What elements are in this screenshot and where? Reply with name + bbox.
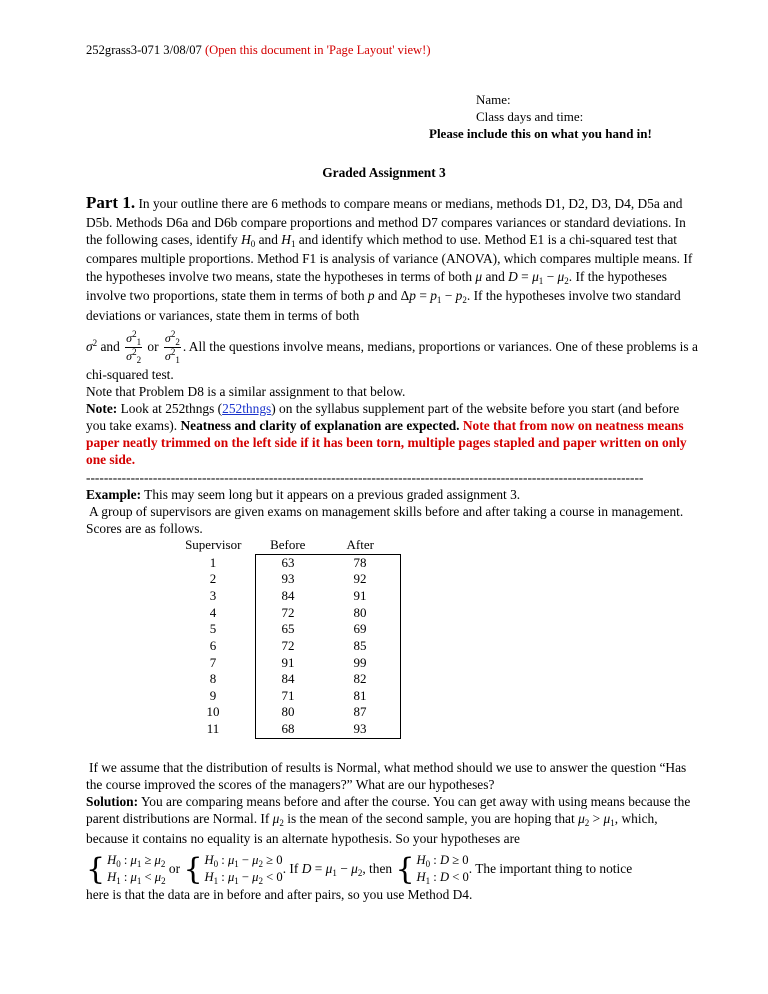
hypotheses-line: { $H_0$ : $\mu_1 \ge \mu_2$ $H_1$ : $\mu_1 < \mu_2$ or { $H_0$ : $\mu_1 - \mu_2 \ge 0$ $H_1$ : $\mu_1 - \mu_2 < 0$ . If $D = \mu_1 - \mu_2$, then { $H_0$ : D ≥ 0 $H_1$ : D < 0 . The important thing to notice: [86, 851, 633, 887]
cell-after: 78: [320, 554, 401, 571]
final-paragraph: here is that the data are in before and after pairs, so you use Method D4.: [86, 887, 473, 903]
cell-before: 63: [256, 554, 321, 571]
cell-before: 93: [256, 571, 321, 588]
cell-before: 65: [256, 621, 321, 638]
cell-after: 69: [320, 621, 401, 638]
cell-supervisor: 2: [209, 571, 217, 587]
table-row: [171, 621, 401, 638]
cell-before: 68: [256, 721, 321, 738]
cell-after: 81: [320, 688, 401, 705]
variance-ratio-1: $\frac{\sigma^2_1}{\sigma^2_2}$: [126, 328, 142, 366]
cell-after: 93: [320, 721, 401, 738]
table-row: [171, 554, 401, 571]
cell-supervisor: 1: [209, 554, 217, 570]
layout-note: (Open this document in 'Page Layout' view!): [204, 43, 431, 57]
cell-supervisor: 5: [209, 621, 217, 637]
table-row: [171, 671, 401, 688]
assignment-title: Graded Assignment 3: [322, 165, 446, 180]
part1-paragraph: Part 1. In your outline there are 6 methods to compare means or medians, methods D1, D2, D3, D4, D5a and D5b. Methods D6a and D6b compare proportions and method D7 compares variances or standard deviations. In the following cases, identify $H_0$ and $H_1$ and identify which method to use. Method E1 is a chi-squared test that compares multiple proportions. Method F1 is analysis of variance (ANOVA), which compares multiple means. If the hypotheses involve two means, state the hypotheses in terms of both μ and $D = \mu_1 - \mu_2$. If the hypotheses involve two proportions, state them in terms of both p and $\Delta p = p_1 - p_2$. If the hypotheses involve two standard deviations or variances, state them in terms of both: [86, 193, 693, 323]
cell-after: 87: [320, 704, 401, 721]
cell-supervisor: 6: [209, 637, 217, 653]
cell-after: 91: [320, 588, 401, 605]
scores-table: [171, 537, 401, 739]
table-row: [171, 655, 401, 672]
table-row: [171, 638, 401, 655]
solution-paragraph: Solution: You are comparing means before and after the course. You can get away with using means because the parent distributions are Normal. If $\mu_2$ is the mean of the second sample, you are hoping that $\mu_2 > \mu_1$, which, because it contains no equality is an alternate hypothesis. So your hypotheses are: [86, 794, 691, 846]
cell-before: 72: [256, 605, 321, 622]
example-intro: Example: This may seem long but it appears on a previous graded assignment 3.: [86, 486, 521, 502]
cell-after: 85: [320, 638, 401, 655]
hypothesis-set-2: { $H_0$ : $\mu_1 - \mu_2 \ge 0$ $H_1$ : $\mu_1 - \mu_2 < 0$: [183, 851, 283, 887]
document-header: [86, 42, 431, 58]
name-box: [429, 92, 652, 143]
variance-ratio-2: $\frac{\sigma^2_2}{\sigma^2_1}$: [164, 328, 180, 366]
note-d8: Note that Problem D8 is a similar assignment to that below.: [86, 383, 406, 399]
cell-after: 80: [320, 605, 401, 622]
please-include-note: Please include this on what you hand in!: [429, 125, 652, 141]
question-paragraph: If we assume that the distribution of results is Normal, what method should we use to answer the question “Has the course improved the scores of the managers?” What are our hypotheses?: [86, 759, 687, 792]
cell-before: 84: [256, 671, 321, 688]
cell-after: 82: [320, 671, 401, 688]
doc-id: 252grass3-071 3/08/07: [86, 43, 202, 57]
table-row: [171, 704, 401, 721]
cell-after: 99: [320, 655, 401, 672]
cell-supervisor: 3: [209, 588, 217, 604]
table-row: [171, 605, 401, 622]
cell-supervisor: 11: [206, 721, 220, 737]
header-after: After: [346, 537, 374, 553]
header-supervisor: Supervisor: [185, 537, 242, 553]
cell-after: 92: [320, 571, 401, 588]
thngs-link[interactable]: 252thngs: [222, 400, 272, 416]
table-row: [171, 571, 401, 588]
cell-supervisor: 8: [209, 671, 217, 687]
table-row: [171, 588, 401, 605]
cell-before: 91: [256, 655, 321, 672]
dash-divider: -----------------------------------------------------------------------------------------------------------------------------: [86, 469, 644, 485]
table-row: [171, 721, 401, 738]
class-days-label: Class days and time:: [476, 108, 584, 124]
example-description: A group of supervisors are given exams on management skills before and after taking a course in management. Scores are as follows.: [86, 503, 684, 537]
cell-supervisor: 7: [209, 654, 217, 670]
hypothesis-set-1: { $H_0$ : $\mu_1 \ge \mu_2$ $H_1$ : $\mu_1 < \mu_2$: [86, 851, 166, 887]
cell-before: 71: [256, 688, 321, 705]
header-before: Before: [270, 537, 306, 553]
cell-supervisor: 9: [209, 687, 217, 703]
cell-before: 84: [256, 588, 321, 605]
name-label: Name:: [476, 92, 511, 107]
cell-before: 80: [256, 704, 321, 721]
variance-line: $\sigma^2$ and $\frac{\sigma^2_1}{\sigma^2_2}$ or $\frac{\sigma^2_2}{\sigma^2_1}$ . All the questions involve means, medians, proportions or variances. One of these problems is a chi-squared test.: [86, 328, 698, 382]
cell-supervisor: 4: [209, 604, 217, 620]
document-body: [86, 192, 700, 904]
hypothesis-set-3: { $H_0$ : D ≥ 0 $H_1$ : D < 0: [395, 851, 469, 887]
note-paragraph: Note: Look at 252thngs (252thngs) on the syllabus supplement part of the website before you start (and before you take exams). Neatness and clarity of explanation are expected. Note that from now on neatness means paper neatly trimmed on the left side if it has been torn, multiple pages stapled and paper written on only one side.: [86, 400, 687, 468]
cell-before: 72: [256, 638, 321, 655]
cell-supervisor: 10: [206, 704, 220, 720]
part1-heading: Part 1.: [86, 193, 136, 212]
table-row: [171, 688, 401, 705]
